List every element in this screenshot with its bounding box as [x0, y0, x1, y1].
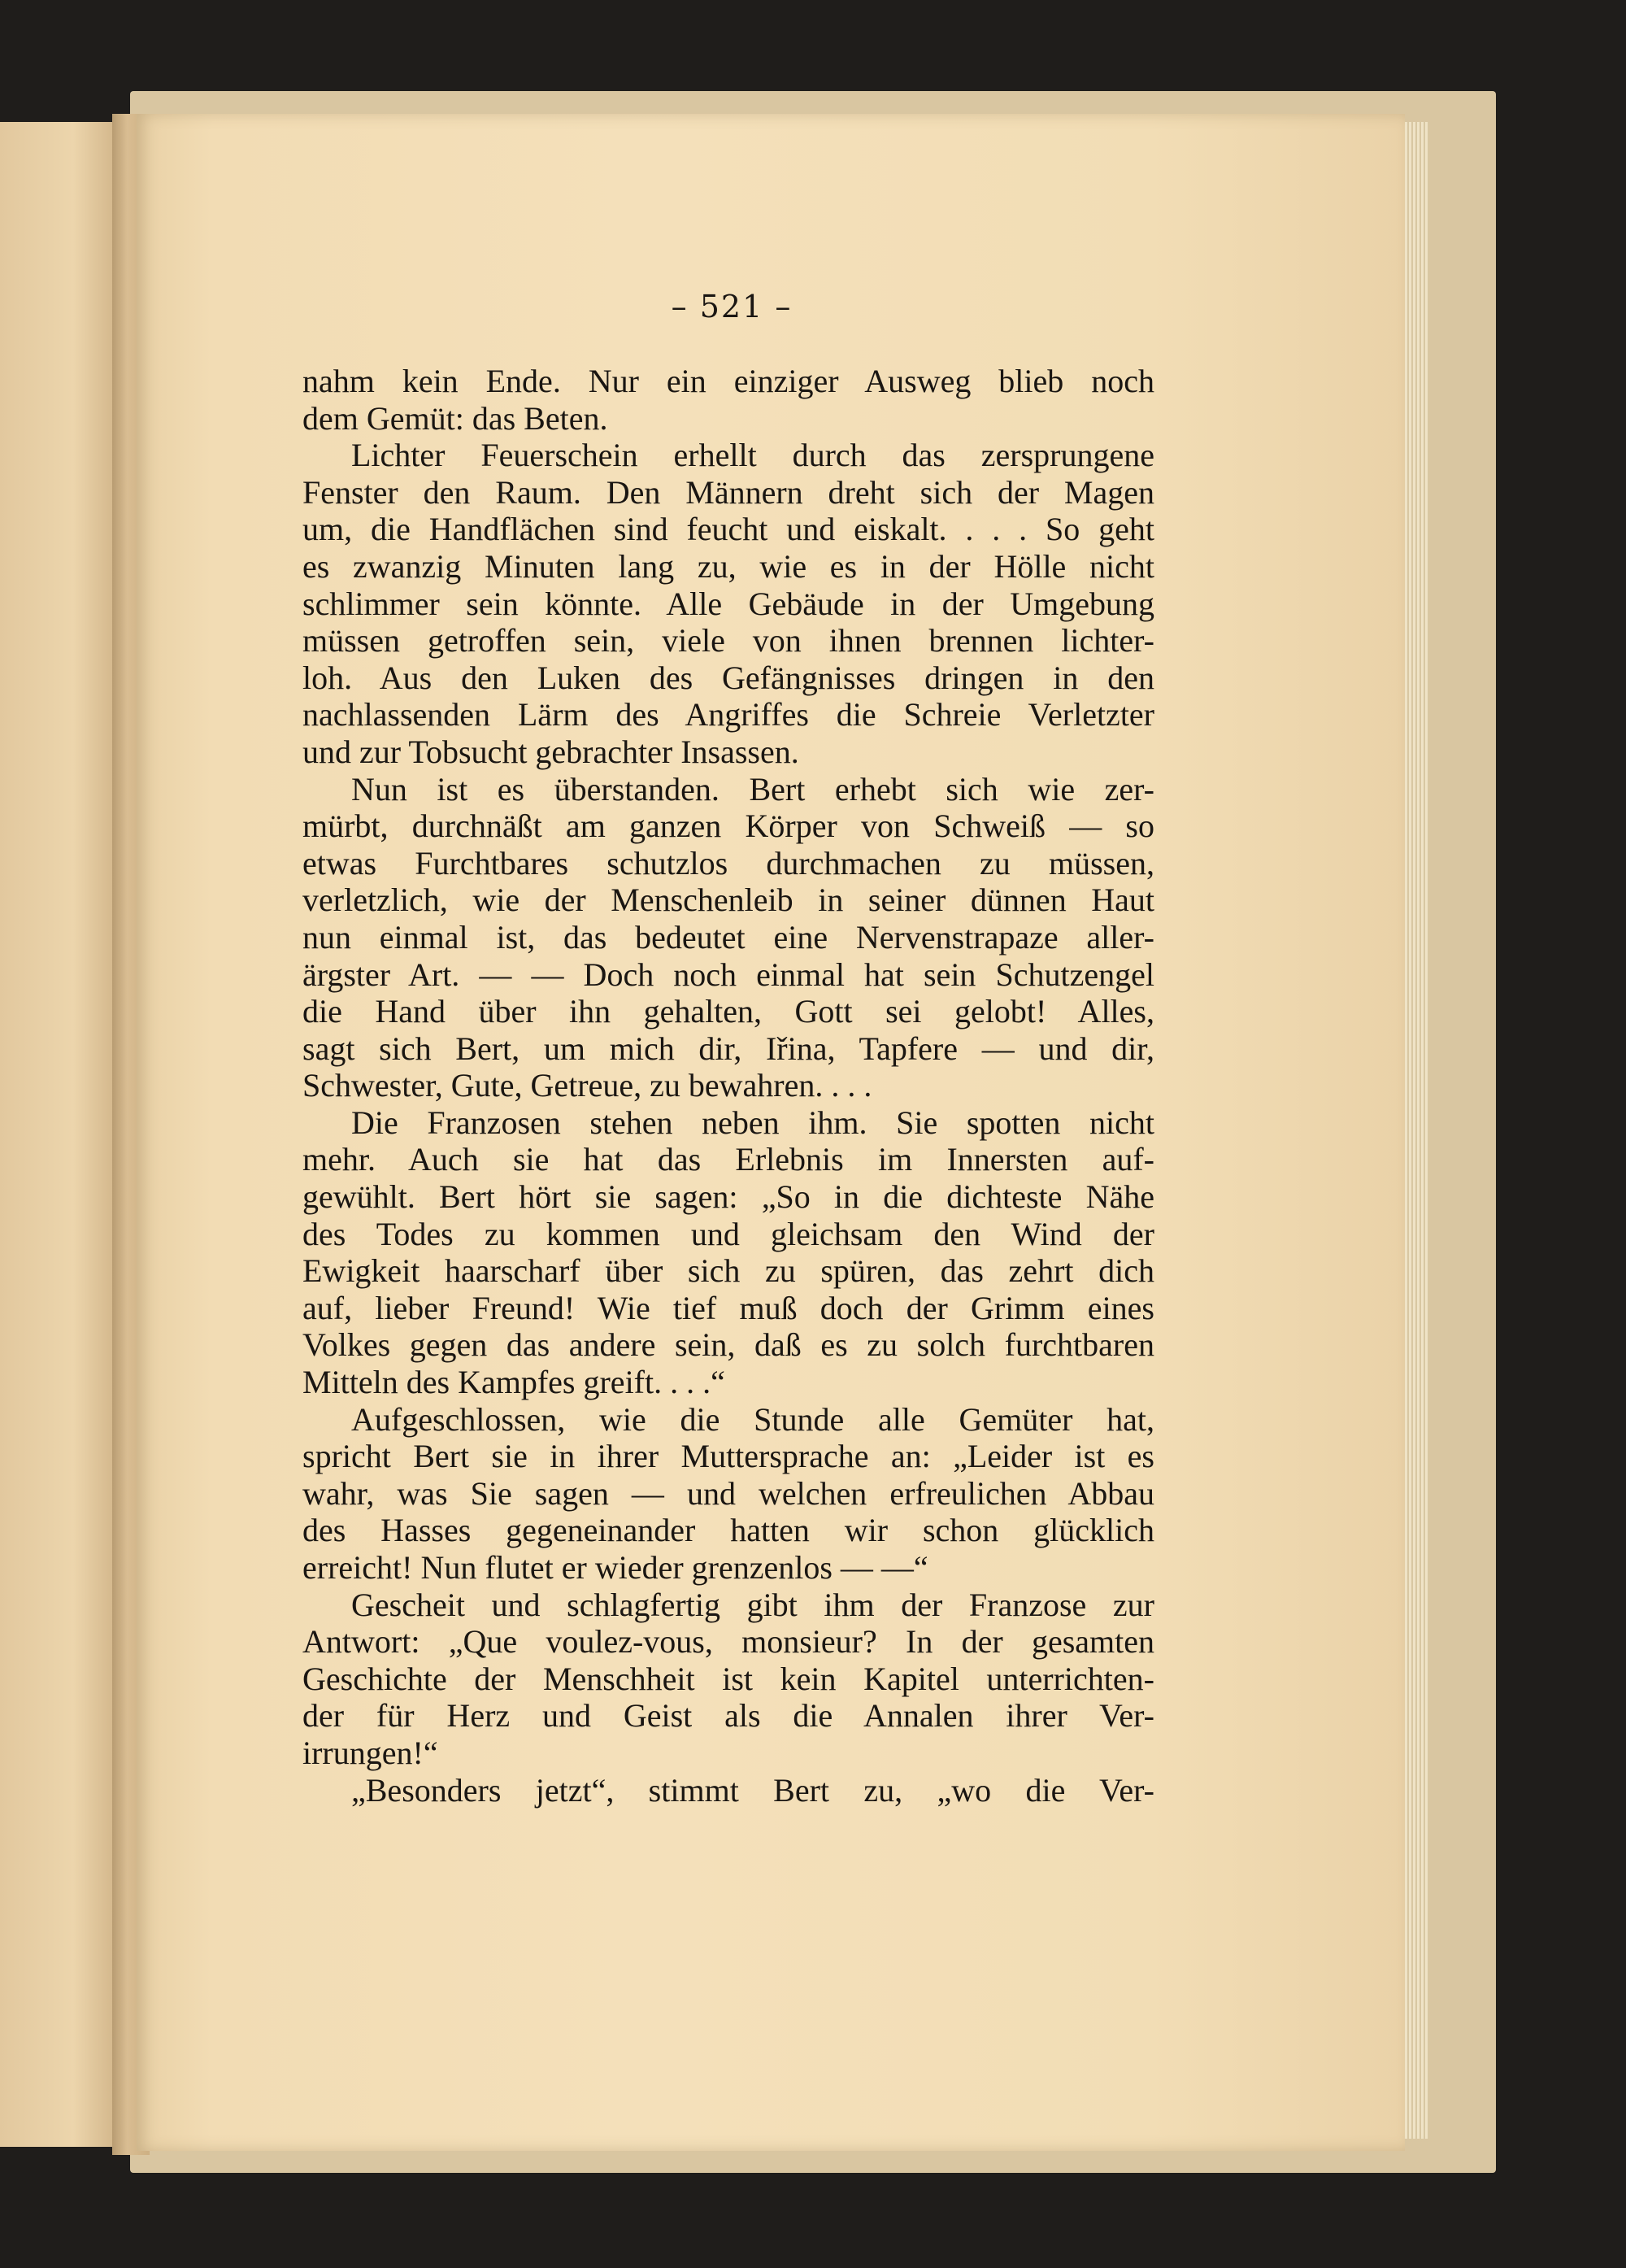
text-line: nun einmal ist, das bedeutet eine Nervenstrapaze aller- [302, 918, 1154, 956]
text-line: die Hand über ihn gehalten, Gott sei gelobt! Alles, [302, 993, 1154, 1030]
text-line: mehr. Auch sie hat das Erlebnis im Innersten auf- [302, 1141, 1154, 1178]
text-line: verletzlich, wie der Menschenleib in seiner dünnen Haut [302, 882, 1154, 919]
text-line: dem Gemüt: das Beten. [302, 399, 608, 437]
text-line: Mitteln des Kampfes greift. . . .“ [302, 1364, 725, 1401]
text-line: sagt sich Bert, um mich dir, Iřina, Tapfere — und dir, [302, 1030, 1154, 1067]
text-line: nahm kein Ende. Nur ein einziger Ausweg blieb noch [302, 363, 1154, 399]
text-line: irrungen!“ [302, 1734, 438, 1771]
page-stack-edge [1405, 122, 1429, 2139]
text-line: des Todes zu kommen und gleichsam den Wind der [302, 1215, 1154, 1252]
text-line: es zwanzig Minuten lang zu, wie es in der Hölle nicht [302, 547, 1154, 585]
text-line: Volkes gegen das andere sein, daß es zu solch furchtbaren [302, 1326, 1154, 1364]
text-line: erreicht! Nun flutet er wieder grenzenlos — —“ [302, 1549, 928, 1586]
text-line: Nun ist es überstanden. Bert erhebt sich wie zer- [351, 770, 1154, 808]
text-line: auf, lieber Freund! Wie tief muß doch der Grimm eines [302, 1289, 1154, 1326]
text-line: des Hasses gegeneinander hatten wir schon glücklich [302, 1512, 1154, 1549]
text-line: Ewigkeit haarscharf über sich zu spüren, das zehrt dich [302, 1252, 1154, 1290]
text-line: Schwester, Gute, Getreue, zu bewahren. . . . [302, 1067, 872, 1104]
text-line: und zur Tobsucht gebrachter Insassen. [302, 733, 799, 770]
text-line: mürbt, durchnäßt am ganzen Körper von Schweiß — so [302, 808, 1154, 845]
text-line: spricht Bert sie in ihrer Muttersprache an: „Leider ist es [302, 1438, 1154, 1475]
text-line: Fenster den Raum. Den Männern dreht sich der Magen [302, 473, 1154, 511]
text-line: Aufgeschlossen, wie die Stunde alle Gemüter hat, [351, 1400, 1154, 1438]
text-line: Lichter Feuerschein erhellt durch das zersprungene [351, 437, 1154, 474]
text-line: schlimmer sein könnte. Alle Gebäude in der Umgebung [302, 585, 1154, 622]
page-number: – 521 – [671, 289, 793, 324]
text-line: nachlassenden Lärm des Angriffes die Schreie Verletzter [302, 696, 1154, 734]
text-line: Gescheit und schlagfertig gibt ihm der Franzose zur [351, 1586, 1154, 1623]
text-line: Die Franzosen stehen neben ihm. Sie spotten nicht [351, 1104, 1154, 1141]
left-page-edge [0, 122, 122, 2147]
text-line: „Besonders jetzt“, stimmt Bert zu, „wo die Ver- [351, 1771, 1154, 1809]
text-line: gewühlt. Bert hört sie sagen: „So in die dichteste Nähe [302, 1178, 1154, 1216]
text-line: etwas Furchtbares schutzlos durchmachen zu müssen, [302, 844, 1154, 882]
text-line: Geschichte der Menschheit ist kein Kapitel unterrichten- [302, 1660, 1154, 1697]
text-line: um, die Handflächen sind feucht und eiskalt. . . . So geht [302, 511, 1154, 548]
text-line: müssen getroffen sein, viele von ihnen brennen lichter- [302, 622, 1154, 660]
text-line: wahr, was Sie sagen — und welchen erfreulichen Abbau [302, 1474, 1154, 1512]
text-line: Antwort: „Que voulez-vous, monsieur? In der gesamten [302, 1623, 1154, 1661]
text-line: loh. Aus den Luken des Gefängnisses dringen in den [302, 659, 1154, 696]
body-text [302, 363, 1154, 1809]
text-line: ärgster Art. — — Doch noch einmal hat sein Schutzengel [302, 956, 1154, 993]
text-line: der für Herz und Geist als die Annalen ihrer Ver- [302, 1697, 1154, 1735]
